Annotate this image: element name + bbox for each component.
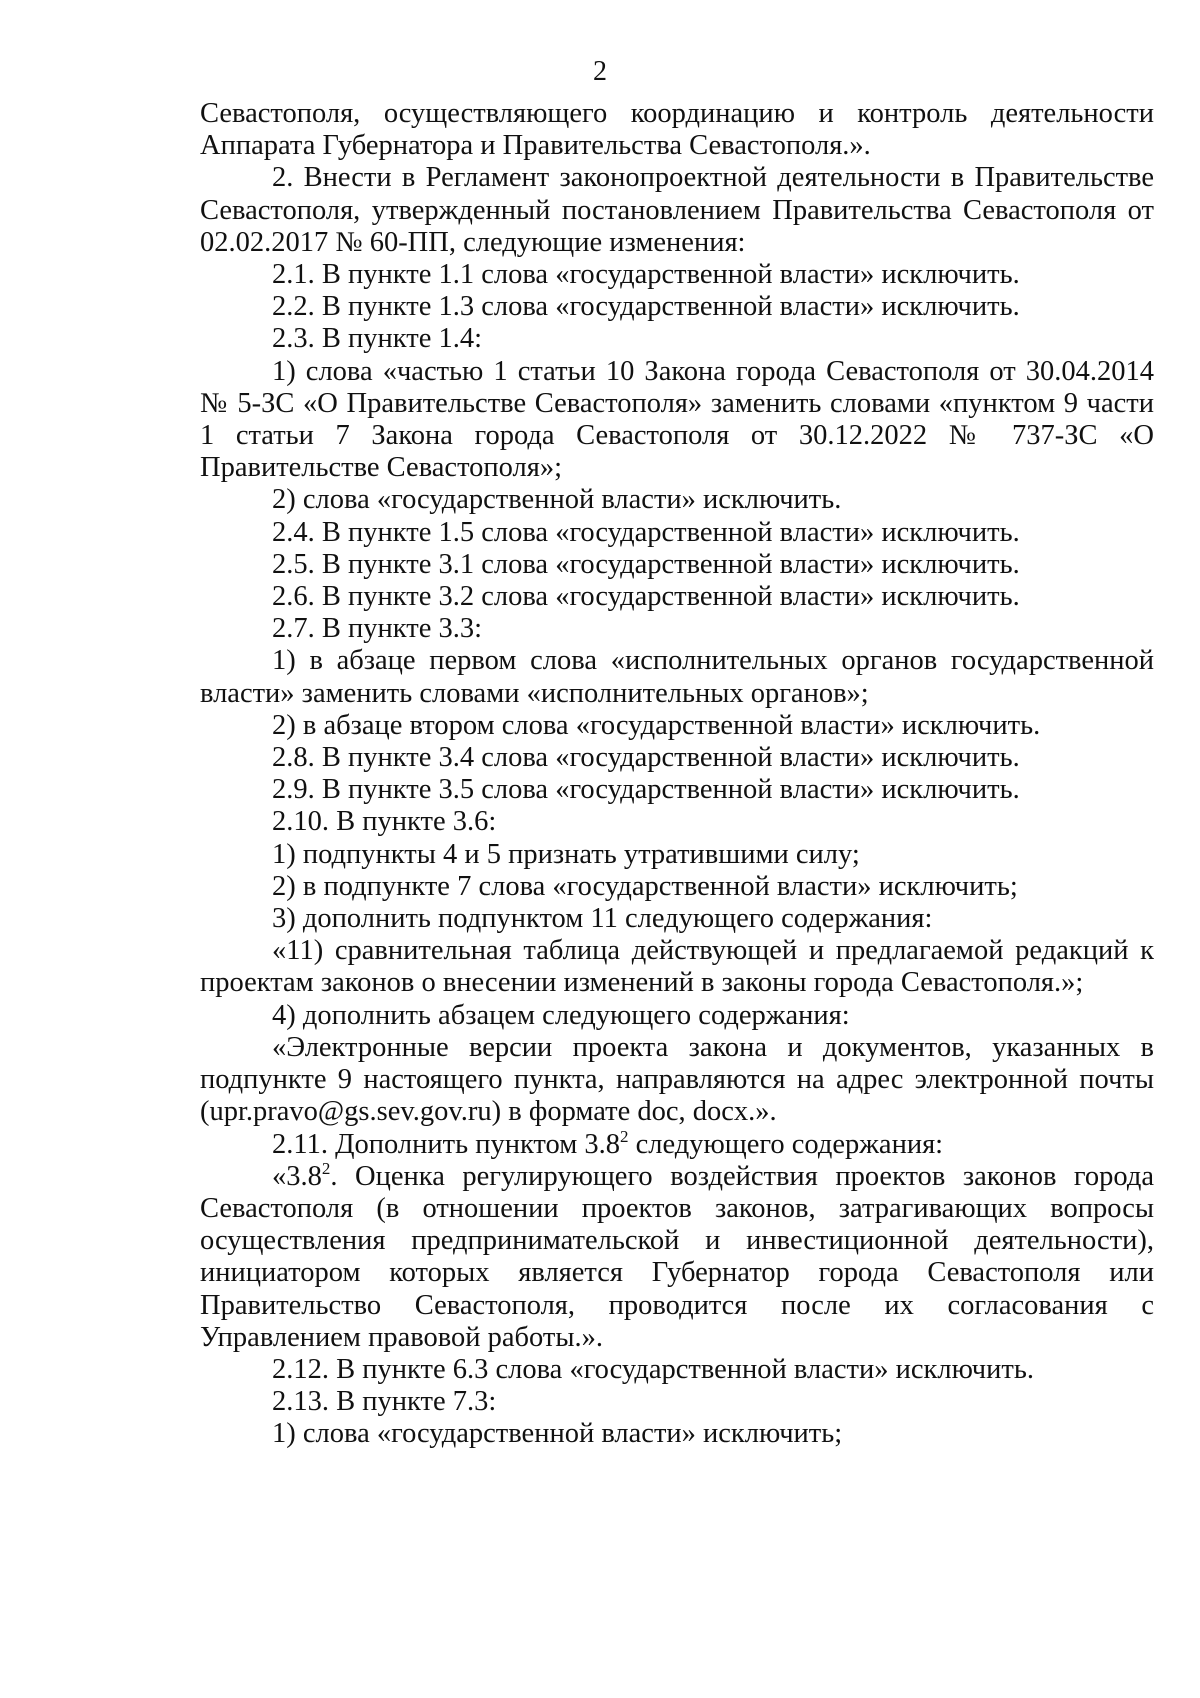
- paragraph-quote-3-8-2-superscript: 2: [321, 1158, 331, 1178]
- paragraph-item-2-1: 2.1. В пункте 1.1 слова «государственной власти» исключить.: [272, 259, 1020, 291]
- paragraph-item-2-10-3: 3) дополнить подпунктом 11 следующего содержания:: [272, 903, 933, 935]
- paragraph-item-2-7-2: 2) в абзаце втором слова «государственной власти» исключить.: [272, 709, 1041, 741]
- paragraph-item-2-6: 2.6. В пункте 3.2 слова «государственной власти» исключить.: [272, 581, 1020, 613]
- paragraph-item-2-9: 2.9. В пункте 3.5 слова «государственной власти» исключить.: [272, 774, 1020, 806]
- document-body: [200, 98, 1154, 1451]
- page-number: 2: [593, 56, 607, 87]
- paragraph-item-2-11-text-after: следующего содержания:: [628, 1128, 944, 1160]
- paragraph-item-2-7-1: 1) в абзаце первом слова «исполнительных органов государственной власти» заменить словами «исполнительных органов»;: [200, 645, 1154, 709]
- paragraph-item-2-2: 2.2. В пункте 1.3 слова «государственной власти» исключить.: [272, 291, 1020, 323]
- paragraph-item-2-5: 2.5. В пункте 3.1 слова «государственной власти» исключить.: [272, 548, 1020, 580]
- paragraph-quote-11: «11) сравнительная таблица действующей и предлагаемой редакций к проектам законов о внесении изменений в законы города Севастополя.»;: [200, 935, 1154, 999]
- paragraph-item-2-10-2: 2) в подпункте 7 слова «государственной власти» исключить;: [272, 870, 1018, 902]
- paragraph-continuation: Севастополя, осуществляющего координацию и контроль деятельности Аппарата Губернатора и Правительства Севастополя.».: [200, 98, 1154, 162]
- paragraph-item-2-8: 2.8. В пункте 3.4 слова «государственной власти» исключить.: [272, 742, 1020, 774]
- paragraph-item-2-3: 2.3. В пункте 1.4:: [272, 323, 483, 355]
- paragraph-quote-3-8-2: [200, 1158, 1154, 1354]
- paragraph-item-2-13-1: 1) слова «государственной власти» исключить;: [272, 1418, 843, 1450]
- paragraph-item-2-3-1: 1) слова «частью 1 статьи 10 Закона города Севастополя от 30.04.2014 № 5-ЗС «О Правительстве Севастополя» заменить словами «пунктом 9 части 1 статьи 7 Закона города Севастополя от 30.12.2022 № 737-ЗС «О Правительстве Севастополя»;: [200, 355, 1154, 484]
- paragraph-item-2: 2. Внести в Регламент законопроектной деятельности в Правительстве Севастополя, утвержденный постановлением Правительства Севастополя от 02.02.2017 № 60-ПП, следующие изменения:: [200, 162, 1154, 258]
- paragraph-quote-3-8-2-text-after: . Оценка регулирующего воздействия проектов законов города Севастополя (в отношении проектов законов, затрагивающих вопросы осуществления предпринимательской и инвестиционной деятельности), инициатором которых является Губернатор города Севастополя или Правительство Севастополя, проводится после их согласования с Управлением правовой работы.».: [200, 1160, 1154, 1353]
- paragraph-item-2-11-superscript: 2: [619, 1126, 629, 1146]
- paragraph-item-2-7: 2.7. В пункте 3.3:: [272, 613, 483, 645]
- paragraph-item-2-10-4: 4) дополнить абзацем следующего содержания:: [272, 999, 850, 1031]
- paragraph-item-2-10: 2.10. В пункте 3.6:: [272, 806, 497, 838]
- paragraph-item-2-13: 2.13. В пункте 7.3:: [272, 1386, 497, 1418]
- paragraph-quote-3-8-2-text-before: «3.8: [272, 1160, 322, 1192]
- paragraph-item-2-11: [200, 1126, 1154, 1161]
- paragraph-item-2-10-1: 1) подпункты 4 и 5 признать утратившими силу;: [272, 838, 860, 870]
- paragraph-item-2-12: 2.12. В пункте 6.3 слова «государственной власти» исключить.: [272, 1353, 1034, 1385]
- paragraph-quote-electronic: «Электронные версии проекта закона и документов, указанных в подпункте 9 настоящего пункта, направляются на адрес электронной почты (upr.pravo@gs.sev.gov.ru) в формате doc, docx.».: [200, 1031, 1154, 1128]
- paragraph-item-2-3-2: 2) слова «государственной власти» исключить.: [272, 484, 842, 516]
- paragraph-item-2-11-text-before: 2.11. Дополнить пунктом 3.8: [272, 1128, 620, 1160]
- paragraph-item-2-4: 2.4. В пункте 1.5 слова «государственной власти» исключить.: [272, 516, 1020, 548]
